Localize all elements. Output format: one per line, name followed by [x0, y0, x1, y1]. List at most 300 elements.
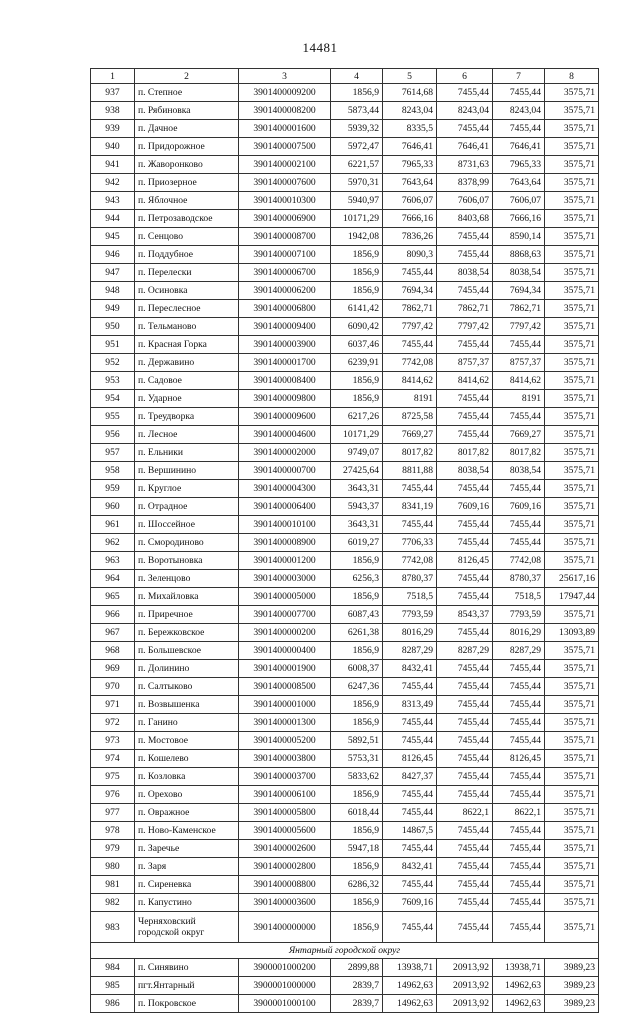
- value-cell: 3575,71: [545, 480, 599, 498]
- value-cell: 7666,16: [383, 210, 437, 228]
- settlement-name: п. Дачное: [135, 120, 239, 138]
- value-cell: 6019,27: [331, 534, 383, 552]
- oktmo-code: 3901400008200: [239, 102, 331, 120]
- table-row: [91, 660, 599, 678]
- oktmo-code: 3901400004600: [239, 426, 331, 444]
- row-number: 981: [91, 876, 135, 894]
- oktmo-code: 3901400001700: [239, 354, 331, 372]
- settlement-name: п. Ново-Каменское: [135, 822, 239, 840]
- value-cell: 7742,08: [383, 354, 437, 372]
- value-cell: 3575,71: [545, 786, 599, 804]
- value-cell: 3575,71: [545, 876, 599, 894]
- value-cell: 7742,08: [383, 552, 437, 570]
- row-number: 963: [91, 552, 135, 570]
- value-cell: 7455,44: [493, 732, 545, 750]
- value-cell: 20913,92: [437, 977, 493, 995]
- oktmo-code: 3901400003000: [239, 570, 331, 588]
- value-cell: 7646,41: [493, 138, 545, 156]
- value-cell: 1856,9: [331, 84, 383, 102]
- value-cell: 3575,71: [545, 228, 599, 246]
- oktmo-code: 3901400008400: [239, 372, 331, 390]
- table-row: [91, 246, 599, 264]
- value-cell: 13938,71: [383, 959, 437, 977]
- oktmo-code: 3901400009200: [239, 84, 331, 102]
- settlement-name: п. Шоссейное: [135, 516, 239, 534]
- value-cell: 3575,71: [545, 894, 599, 912]
- value-cell: 7862,71: [493, 300, 545, 318]
- value-cell: 7455,44: [493, 84, 545, 102]
- value-cell: 3575,71: [545, 516, 599, 534]
- section-header-row: [91, 943, 599, 959]
- value-cell: 20913,92: [437, 995, 493, 1013]
- tariff-table: [90, 68, 599, 1013]
- row-number: 952: [91, 354, 135, 372]
- value-cell: 3575,71: [545, 750, 599, 768]
- oktmo-code: 3901400008500: [239, 678, 331, 696]
- value-cell: 3575,71: [545, 696, 599, 714]
- value-cell: 10171,29: [331, 426, 383, 444]
- oktmo-code: 3901400003800: [239, 750, 331, 768]
- section-title: Янтарный городской округ: [91, 943, 599, 959]
- table-row: [91, 624, 599, 642]
- value-cell: 7609,16: [383, 894, 437, 912]
- value-cell: 6087,43: [331, 606, 383, 624]
- value-cell: 3575,71: [545, 210, 599, 228]
- value-cell: 5892,51: [331, 732, 383, 750]
- row-number: 958: [91, 462, 135, 480]
- oktmo-code: 3901400004300: [239, 480, 331, 498]
- value-cell: 6008,37: [331, 660, 383, 678]
- settlement-name: п. Смородиново: [135, 534, 239, 552]
- value-cell: 27425,64: [331, 462, 383, 480]
- value-cell: 3575,71: [545, 678, 599, 696]
- value-cell: 8287,29: [493, 642, 545, 660]
- value-cell: 7455,44: [493, 822, 545, 840]
- table-row: [91, 977, 599, 995]
- row-number: 939: [91, 120, 135, 138]
- table-row: [91, 390, 599, 408]
- value-cell: 8016,29: [383, 624, 437, 642]
- value-cell: 7455,44: [437, 570, 493, 588]
- settlement-name: п. Орехово: [135, 786, 239, 804]
- value-cell: 3575,71: [545, 192, 599, 210]
- value-cell: 7455,44: [493, 786, 545, 804]
- value-cell: 7455,44: [437, 480, 493, 498]
- value-cell: 1856,9: [331, 372, 383, 390]
- row-number: 966: [91, 606, 135, 624]
- value-cell: 3575,71: [545, 768, 599, 786]
- value-cell: 7455,44: [493, 678, 545, 696]
- value-cell: 7797,42: [493, 318, 545, 336]
- oktmo-code: 3901400006700: [239, 264, 331, 282]
- value-cell: 3575,71: [545, 660, 599, 678]
- value-cell: 3575,71: [545, 354, 599, 372]
- table-row: [91, 588, 599, 606]
- settlement-name: п. Кошелево: [135, 750, 239, 768]
- table-row: [91, 318, 599, 336]
- value-cell: 5970,31: [331, 174, 383, 192]
- value-cell: 8090,3: [383, 246, 437, 264]
- value-cell: 7455,44: [437, 858, 493, 876]
- value-cell: 3575,71: [545, 282, 599, 300]
- value-cell: 5833,62: [331, 768, 383, 786]
- settlement-name: п. Яблочное: [135, 192, 239, 210]
- value-cell: 3575,71: [545, 300, 599, 318]
- row-number: 979: [91, 840, 135, 858]
- value-cell: 8126,45: [493, 750, 545, 768]
- value-cell: 7455,44: [437, 840, 493, 858]
- value-cell: 8757,37: [493, 354, 545, 372]
- value-cell: 6247,36: [331, 678, 383, 696]
- value-cell: 7455,44: [437, 912, 493, 943]
- value-cell: 8757,37: [437, 354, 493, 372]
- value-cell: 14867,5: [383, 822, 437, 840]
- oktmo-code: 3901400007100: [239, 246, 331, 264]
- value-cell: 1856,9: [331, 246, 383, 264]
- value-cell: 7455,44: [493, 480, 545, 498]
- value-cell: 6286,32: [331, 876, 383, 894]
- value-cell: 8811,88: [383, 462, 437, 480]
- settlement-name: п. Сиреневка: [135, 876, 239, 894]
- value-cell: 3575,71: [545, 102, 599, 120]
- row-number: 974: [91, 750, 135, 768]
- value-cell: 10171,29: [331, 210, 383, 228]
- value-cell: 3575,71: [545, 264, 599, 282]
- value-cell: 7965,33: [493, 156, 545, 174]
- value-cell: 9749,07: [331, 444, 383, 462]
- value-cell: 7455,44: [493, 120, 545, 138]
- settlement-name: п. Осиновка: [135, 282, 239, 300]
- value-cell: 1856,9: [331, 822, 383, 840]
- row-number: 937: [91, 84, 135, 102]
- value-cell: 7455,44: [383, 516, 437, 534]
- value-cell: 8017,82: [383, 444, 437, 462]
- value-cell: 3575,71: [545, 138, 599, 156]
- settlement-name: п. Приозерное: [135, 174, 239, 192]
- row-number: 977: [91, 804, 135, 822]
- value-cell: 7455,44: [437, 120, 493, 138]
- settlement-name: п. Державино: [135, 354, 239, 372]
- settlement-name: п. Придорожное: [135, 138, 239, 156]
- settlement-name: п. Перелески: [135, 264, 239, 282]
- oktmo-code: 3901400007500: [239, 138, 331, 156]
- row-number: 980: [91, 858, 135, 876]
- settlement-name: п. Зеленцово: [135, 570, 239, 588]
- value-cell: 1856,9: [331, 714, 383, 732]
- value-cell: 7742,08: [493, 552, 545, 570]
- settlement-name: п. Возвышенка: [135, 696, 239, 714]
- value-cell: 7455,44: [383, 264, 437, 282]
- value-cell: 8378,99: [437, 174, 493, 192]
- column-header: 2: [135, 69, 239, 84]
- value-cell: 3575,71: [545, 462, 599, 480]
- value-cell: 3575,71: [545, 552, 599, 570]
- table-row: [91, 750, 599, 768]
- value-cell: 7455,44: [437, 822, 493, 840]
- value-cell: 5753,31: [331, 750, 383, 768]
- value-cell: 3575,71: [545, 804, 599, 822]
- value-cell: 2839,7: [331, 995, 383, 1013]
- value-cell: 7606,07: [493, 192, 545, 210]
- oktmo-code: 3901400002000: [239, 444, 331, 462]
- settlement-name: п. Заречье: [135, 840, 239, 858]
- value-cell: 3575,71: [545, 732, 599, 750]
- value-cell: 7455,44: [493, 912, 545, 943]
- value-cell: 7609,16: [493, 498, 545, 516]
- value-cell: 7669,27: [493, 426, 545, 444]
- settlement-name: п. Синявино: [135, 959, 239, 977]
- value-cell: 3575,71: [545, 444, 599, 462]
- value-cell: 7455,44: [437, 84, 493, 102]
- row-number: 984: [91, 959, 135, 977]
- value-cell: 3575,71: [545, 372, 599, 390]
- table-row: [91, 102, 599, 120]
- row-number: 945: [91, 228, 135, 246]
- table-row: [91, 552, 599, 570]
- row-number: 985: [91, 977, 135, 995]
- value-cell: 5939,32: [331, 120, 383, 138]
- oktmo-code: 3901400002600: [239, 840, 331, 858]
- oktmo-code: 3901400000200: [239, 624, 331, 642]
- value-cell: 8017,82: [437, 444, 493, 462]
- value-cell: 3575,71: [545, 318, 599, 336]
- value-cell: 6239,91: [331, 354, 383, 372]
- oktmo-code: 3901400009600: [239, 408, 331, 426]
- value-cell: 8038,54: [493, 264, 545, 282]
- value-cell: 7455,44: [437, 894, 493, 912]
- value-cell: 5947,18: [331, 840, 383, 858]
- oktmo-code: 3901400005600: [239, 822, 331, 840]
- value-cell: 3575,71: [545, 408, 599, 426]
- value-cell: 8414,62: [493, 372, 545, 390]
- value-cell: 7646,41: [437, 138, 493, 156]
- settlement-name: п. Рябиновка: [135, 102, 239, 120]
- value-cell: 3575,71: [545, 426, 599, 444]
- value-cell: 7797,42: [437, 318, 493, 336]
- value-cell: 5873,44: [331, 102, 383, 120]
- value-cell: 8017,82: [493, 444, 545, 462]
- value-cell: 7965,33: [383, 156, 437, 174]
- table-row: [91, 354, 599, 372]
- table-row: [91, 156, 599, 174]
- value-cell: 7455,44: [437, 714, 493, 732]
- oktmo-code: 3901400000000: [239, 912, 331, 943]
- row-number: 957: [91, 444, 135, 462]
- settlement-name: п. Отрадное: [135, 498, 239, 516]
- value-cell: 1856,9: [331, 696, 383, 714]
- value-cell: 14962,63: [383, 995, 437, 1013]
- value-cell: 8341,19: [383, 498, 437, 516]
- value-cell: 3575,71: [545, 606, 599, 624]
- row-number: 955: [91, 408, 135, 426]
- value-cell: 1856,9: [331, 588, 383, 606]
- value-cell: 1856,9: [331, 282, 383, 300]
- value-cell: 3575,71: [545, 498, 599, 516]
- value-cell: 7669,27: [383, 426, 437, 444]
- table-row: [91, 426, 599, 444]
- oktmo-code: 3901400000700: [239, 462, 331, 480]
- value-cell: 7646,41: [383, 138, 437, 156]
- oktmo-code: 3901400007600: [239, 174, 331, 192]
- table-row: [91, 300, 599, 318]
- oktmo-code: 3901400010300: [239, 192, 331, 210]
- value-cell: 8287,29: [383, 642, 437, 660]
- value-cell: 7455,44: [383, 714, 437, 732]
- settlement-name: пгт.Янтарный: [135, 977, 239, 995]
- value-cell: 1856,9: [331, 786, 383, 804]
- row-number: 953: [91, 372, 135, 390]
- value-cell: 3575,71: [545, 246, 599, 264]
- table-row: [91, 606, 599, 624]
- table-row: [91, 174, 599, 192]
- value-cell: 8543,37: [437, 606, 493, 624]
- settlement-name: п. Сенцово: [135, 228, 239, 246]
- value-cell: 3575,71: [545, 84, 599, 102]
- settlement-name: п. Петрозаводское: [135, 210, 239, 228]
- value-cell: 7455,44: [437, 282, 493, 300]
- table-row: [91, 894, 599, 912]
- page-number: 14481: [302, 40, 338, 55]
- row-number: 946: [91, 246, 135, 264]
- row-number: 968: [91, 642, 135, 660]
- column-header-row: [91, 69, 599, 84]
- row-number: 960: [91, 498, 135, 516]
- value-cell: 7518,5: [493, 588, 545, 606]
- value-cell: 3575,71: [545, 120, 599, 138]
- settlement-name: п. Капустино: [135, 894, 239, 912]
- settlement-name: п. Салтыково: [135, 678, 239, 696]
- value-cell: 7455,44: [383, 732, 437, 750]
- value-cell: 3575,71: [545, 174, 599, 192]
- value-cell: 8038,54: [437, 264, 493, 282]
- value-cell: 6256,3: [331, 570, 383, 588]
- value-cell: 8622,1: [493, 804, 545, 822]
- column-header: 4: [331, 69, 383, 84]
- table-row: [91, 876, 599, 894]
- value-cell: 8243,04: [383, 102, 437, 120]
- value-cell: 3989,23: [545, 959, 599, 977]
- row-number: 973: [91, 732, 135, 750]
- value-cell: 8335,5: [383, 120, 437, 138]
- oktmo-code: 3901400005200: [239, 732, 331, 750]
- value-cell: 7455,44: [437, 696, 493, 714]
- value-cell: 3575,71: [545, 858, 599, 876]
- value-cell: 8622,1: [437, 804, 493, 822]
- value-cell: 8191: [493, 390, 545, 408]
- value-cell: 14962,63: [493, 995, 545, 1013]
- column-header: 5: [383, 69, 437, 84]
- row-number: 969: [91, 660, 135, 678]
- value-cell: 7609,16: [437, 498, 493, 516]
- row-number: 967: [91, 624, 135, 642]
- value-cell: 3575,71: [545, 912, 599, 943]
- value-cell: 3575,71: [545, 156, 599, 174]
- oktmo-code: 3901400006100: [239, 786, 331, 804]
- settlement-name: п. Ельники: [135, 444, 239, 462]
- oktmo-code: 3901400006200: [239, 282, 331, 300]
- value-cell: 8191: [383, 390, 437, 408]
- value-cell: 3989,23: [545, 995, 599, 1013]
- value-cell: 3643,31: [331, 480, 383, 498]
- settlement-name: п. Треудворка: [135, 408, 239, 426]
- row-number: 983: [91, 912, 135, 943]
- value-cell: 20913,92: [437, 959, 493, 977]
- settlement-name: п. Покровское: [135, 995, 239, 1013]
- value-cell: 7862,71: [383, 300, 437, 318]
- row-number: 949: [91, 300, 135, 318]
- value-cell: 7793,59: [383, 606, 437, 624]
- table-row: [91, 408, 599, 426]
- table-row: [91, 822, 599, 840]
- value-cell: 1856,9: [331, 390, 383, 408]
- value-cell: 1856,9: [331, 264, 383, 282]
- value-cell: 8780,37: [383, 570, 437, 588]
- settlement-name: п. Михайловка: [135, 588, 239, 606]
- value-cell: 25617,16: [545, 570, 599, 588]
- oktmo-code: 3901400005000: [239, 588, 331, 606]
- value-cell: 7455,44: [493, 840, 545, 858]
- settlement-name: п. Тельманово: [135, 318, 239, 336]
- value-cell: 1856,9: [331, 912, 383, 943]
- value-cell: 7455,44: [493, 696, 545, 714]
- column-header: 1: [91, 69, 135, 84]
- oktmo-code: 3900001000100: [239, 995, 331, 1013]
- oktmo-code: 3901400006400: [239, 498, 331, 516]
- value-cell: 2839,7: [331, 977, 383, 995]
- table-body-yantarny: [91, 959, 599, 1013]
- oktmo-code: 3901400003600: [239, 894, 331, 912]
- row-number: 943: [91, 192, 135, 210]
- value-cell: 7606,07: [383, 192, 437, 210]
- value-cell: 7455,44: [437, 534, 493, 552]
- value-cell: 7455,44: [493, 336, 545, 354]
- value-cell: 5940,97: [331, 192, 383, 210]
- value-cell: 7694,34: [493, 282, 545, 300]
- value-cell: 3575,71: [545, 336, 599, 354]
- oktmo-code: 3900001000200: [239, 959, 331, 977]
- oktmo-code: 3901400000400: [239, 642, 331, 660]
- table-row: [91, 264, 599, 282]
- oktmo-code: 3901400002100: [239, 156, 331, 174]
- table-row: [91, 786, 599, 804]
- settlement-name: п. Лесное: [135, 426, 239, 444]
- value-cell: 8287,29: [437, 642, 493, 660]
- row-number: 956: [91, 426, 135, 444]
- value-cell: 7614,68: [383, 84, 437, 102]
- column-header: 8: [545, 69, 599, 84]
- value-cell: 8038,54: [437, 462, 493, 480]
- value-cell: 7694,34: [383, 282, 437, 300]
- value-cell: 7455,44: [493, 408, 545, 426]
- row-number: 961: [91, 516, 135, 534]
- row-number: 972: [91, 714, 135, 732]
- value-cell: 8868,63: [493, 246, 545, 264]
- settlement-name: п. Садовое: [135, 372, 239, 390]
- value-cell: 7793,59: [493, 606, 545, 624]
- column-header: 3: [239, 69, 331, 84]
- row-number: 976: [91, 786, 135, 804]
- value-cell: 7455,44: [437, 624, 493, 642]
- table-row: [91, 570, 599, 588]
- value-cell: 7666,16: [493, 210, 545, 228]
- row-number: 950: [91, 318, 135, 336]
- value-cell: 8780,37: [493, 570, 545, 588]
- row-number: 954: [91, 390, 135, 408]
- row-number: 962: [91, 534, 135, 552]
- value-cell: 8126,45: [437, 552, 493, 570]
- oktmo-code: 3901400008700: [239, 228, 331, 246]
- value-cell: 3575,71: [545, 714, 599, 732]
